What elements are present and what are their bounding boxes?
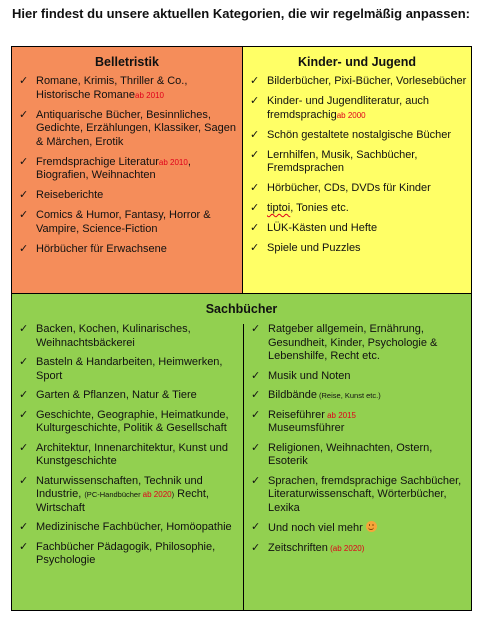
- checkmark-icon: ✓: [19, 408, 29, 421]
- checkmark-icon: ✓: [250, 128, 260, 141]
- checkmark-icon: ✓: [251, 474, 261, 487]
- checkmark-icon: ✓: [19, 209, 29, 221]
- checkmark-icon: ✓: [250, 95, 260, 107]
- item-note: (PC-Handbücher: [84, 490, 143, 499]
- item-text: Bildbände: [268, 389, 317, 401]
- list-item: [243, 129, 471, 143]
- item-text: Hörbücher, CDs, DVDs für Kinder: [267, 182, 431, 194]
- list-item: [12, 541, 242, 568]
- item-note-highlight: (ab 2020): [327, 543, 365, 553]
- item-text: Museumsführer: [268, 422, 345, 434]
- list-item: [12, 323, 242, 350]
- item-text: Geschichte, Geographie, Heimatkunde, Kulturgeschichte, Politik & Gesellschaft: [36, 408, 229, 434]
- checkmark-icon: ✓: [19, 356, 29, 368]
- list-item: [12, 156, 242, 183]
- checkmark-icon: ✓: [19, 323, 29, 335]
- list-item: [243, 95, 471, 122]
- list-item: [12, 356, 242, 383]
- kinder-jugend-list: [243, 75, 471, 256]
- item-text: Kinder- und Jugendliteratur, auch fremdsprachig: [267, 95, 430, 121]
- smiley-icon: [366, 521, 377, 532]
- item-text: Medizinische Fachbücher, Homöopathie: [36, 521, 232, 533]
- kinder-jugend-title: Kinder- und Jugend: [297, 55, 417, 69]
- list-item: [244, 442, 470, 469]
- item-text: Reiseführer: [268, 408, 325, 421]
- item-text: Bilderbücher, Pixi-Bücher, Vorlesebücher: [267, 75, 467, 87]
- checkmark-icon: ✓: [19, 441, 29, 454]
- list-item: [244, 370, 470, 384]
- belletristik-list: [12, 75, 242, 256]
- item-text: , Tonies etc.: [290, 202, 349, 214]
- sachbuecher-cell: [12, 294, 471, 610]
- checkmark-icon: ✓: [19, 521, 29, 533]
- list-item: [243, 202, 471, 216]
- list-item: [243, 222, 471, 236]
- list-item: [12, 109, 242, 150]
- list-item: [243, 242, 471, 256]
- item-note-highlight: ab 2020: [142, 490, 172, 499]
- list-item: [244, 542, 470, 556]
- list-item: [244, 521, 470, 536]
- checkmark-icon: ✓: [251, 441, 261, 454]
- checkmark-icon: ✓: [19, 242, 29, 255]
- checkmark-icon: ✓: [251, 369, 261, 382]
- belletristik-cell: [12, 47, 243, 294]
- checkmark-icon: ✓: [19, 540, 29, 553]
- list-item: [12, 389, 242, 403]
- item-text: Spiele und Puzzles: [267, 242, 361, 254]
- checkmark-icon: ✓: [19, 75, 29, 87]
- checkmark-icon: ✓: [250, 202, 260, 214]
- item-text: , Biografien, Weihnachten: [36, 155, 191, 181]
- list-item: [12, 189, 242, 203]
- item-text: Romane, Krimis, Thriller & Co., Historische Romane: [36, 75, 188, 101]
- list-item: [12, 521, 242, 535]
- item-text: Garten & Pflanzen, Natur & Tiere: [36, 389, 197, 401]
- sachbuecher-left-list: [12, 323, 242, 574]
- list-item: [12, 442, 242, 469]
- checkmark-icon: ✓: [251, 541, 261, 554]
- list-item: [12, 475, 242, 516]
- list-item: [243, 182, 471, 196]
- item-text: Reiseberichte: [36, 189, 104, 201]
- item-note-highlight: ab 2010: [158, 157, 188, 167]
- item-text: Basteln & Handarbeiten, Heimwerken, Sport: [36, 356, 223, 382]
- page-heading: Hier findest du unsere aktuellen Kategorien, die wir regelmäßig anpassen:: [12, 6, 471, 21]
- item-note-highlight: ab 2000: [336, 110, 366, 120]
- list-item: [12, 209, 242, 236]
- item-text: Recht, Wirtschaft: [36, 488, 209, 514]
- item-text: Comics & Humor, Fantasy, Horror & Vampire, Science-Fiction: [36, 209, 211, 235]
- item-note-highlight: ab 2010: [135, 90, 164, 100]
- item-text: Und noch viel mehr: [268, 522, 363, 534]
- checkmark-icon: ✓: [19, 155, 29, 168]
- sachbuecher-right-list: [244, 323, 470, 561]
- item-text: Backen, Kochen, Kulinarisches, Weihnachtsbäckerei: [36, 323, 191, 349]
- kinder-jugend-cell: [243, 47, 471, 294]
- belletristik-title: Belletristik: [95, 55, 159, 69]
- list-item: [244, 475, 470, 516]
- checkmark-icon: ✓: [250, 222, 260, 234]
- item-text: LÜK-Kästen und Hefte: [267, 222, 378, 234]
- item-text: Lernhilfen, Musik, Sachbücher, Fremdsprachen: [267, 148, 418, 174]
- list-item: [243, 149, 471, 176]
- checkmark-icon: ✓: [251, 389, 261, 401]
- item-text: Zeitschriften: [268, 541, 328, 554]
- checkmark-icon: ✓: [251, 323, 261, 335]
- item-text: Architektur, Innenarchitektur, Kunst und Kunstgeschichte: [36, 441, 229, 467]
- item-text: Fachbücher Pädagogik, Philosophie, Psychologie: [36, 540, 216, 566]
- item-text: Religionen, Weihnachten, Ostern, Esoterik: [268, 441, 433, 467]
- item-text: Schön gestaltete nostalgische Bücher: [267, 128, 452, 141]
- list-item: [244, 323, 470, 364]
- list-item: [244, 389, 470, 403]
- checkmark-icon: ✓: [19, 108, 29, 121]
- list-item: [244, 409, 470, 436]
- item-text: Hörbücher für Erwachsene: [36, 242, 167, 255]
- item-text: Naturwissenschaften, Technik und Industrie,: [36, 474, 203, 500]
- list-item: [12, 75, 242, 102]
- item-note: (Reise, Kunst etc.): [316, 391, 381, 400]
- sachbuecher-title: Sachbücher: [205, 302, 278, 316]
- checkmark-icon: ✓: [250, 242, 260, 254]
- checkmark-icon: ✓: [251, 521, 261, 533]
- checkmark-icon: ✓: [251, 408, 261, 421]
- item-note-highlight: ab 2015: [324, 410, 356, 420]
- list-item: [12, 409, 242, 436]
- item-text: tiptoi: [267, 202, 291, 214]
- item-text: Antiquarische Bücher, Besinnliches, Gedichte, Erzählungen, Klassiker, Sagen & Märchen, Erotik: [36, 108, 236, 148]
- item-note: ): [171, 490, 175, 499]
- checkmark-icon: ✓: [250, 148, 260, 161]
- checkmark-icon: ✓: [19, 389, 29, 401]
- item-text: Fremdsprachige Literatur: [36, 155, 159, 168]
- item-text: Sprachen, fremdsprachige Sachbücher, Literaturwissenschaft, Wörterbücher, Lexika: [268, 474, 462, 514]
- list-item: [243, 75, 471, 89]
- checkmark-icon: ✓: [19, 474, 29, 487]
- checkmark-icon: ✓: [250, 182, 260, 194]
- checkmark-icon: ✓: [19, 189, 29, 201]
- list-item: [12, 243, 242, 257]
- item-text: Musik und Noten: [268, 369, 351, 382]
- item-text: Ratgeber allgemein, Ernährung, Gesundheit, Kinder, Psychologie & Lebenshilfe, Recht etc.: [268, 323, 438, 362]
- checkmark-icon: ✓: [250, 75, 260, 87]
- category-table: [11, 46, 472, 611]
